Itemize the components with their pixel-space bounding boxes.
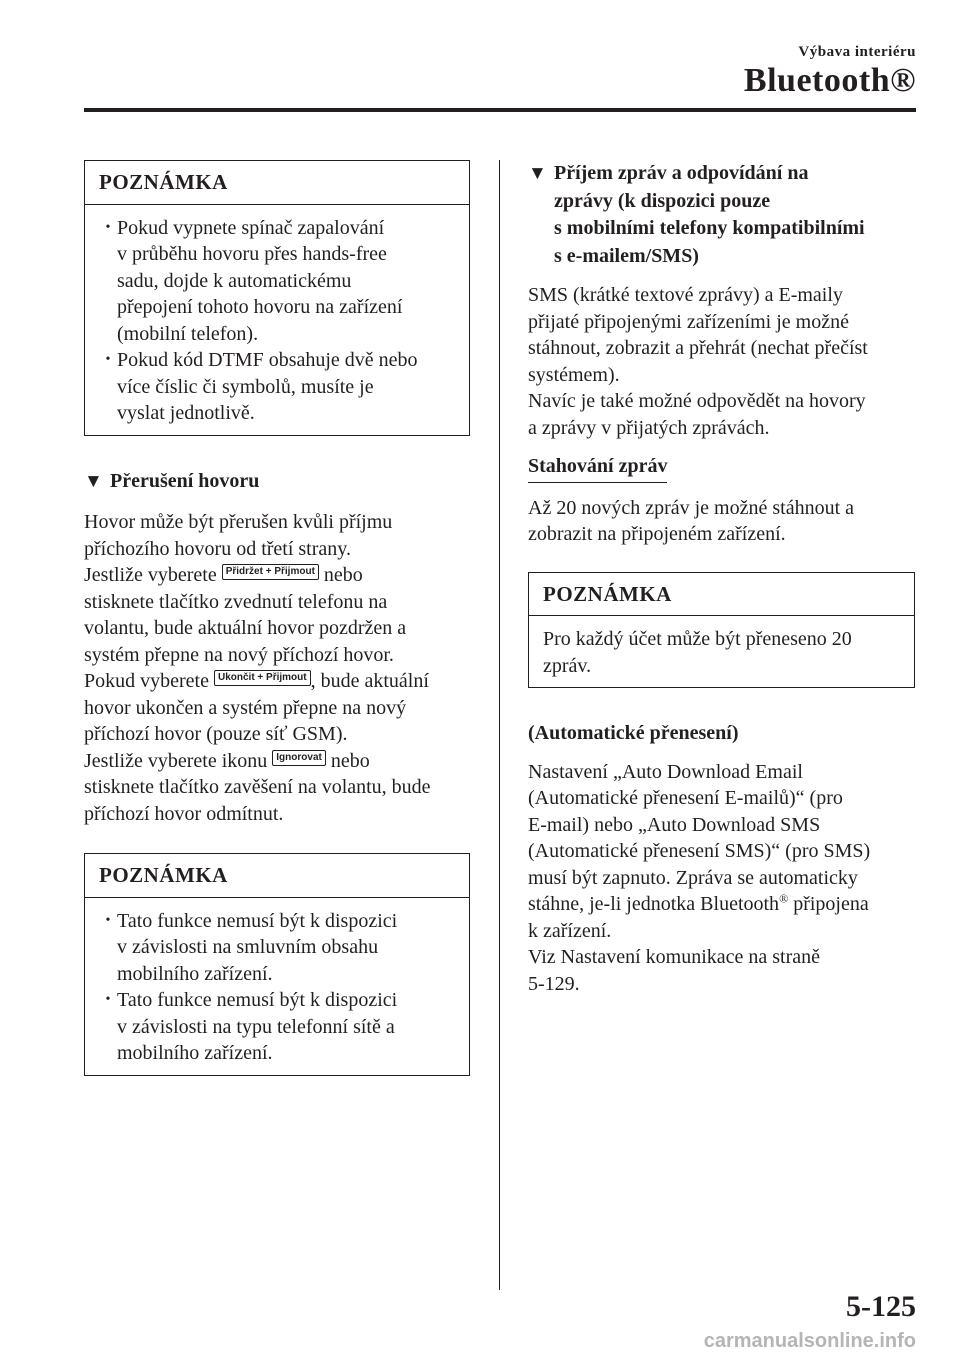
note-bullet — [99, 215, 455, 348]
text-line: systémem). — [528, 363, 620, 386]
text-line: s e-mailem/SMS) — [554, 244, 699, 267]
bullet-dot-icon: • — [105, 352, 111, 367]
text-run: nebo — [325, 749, 370, 772]
text-run: nebo — [318, 564, 363, 586]
section-heading-call-interruption — [84, 468, 470, 496]
text-line — [84, 668, 470, 695]
note-body — [85, 205, 469, 435]
sub-heading: Stahování zpráv — [528, 453, 667, 483]
text-line: Navíc je také možné odpovědět na hovory — [528, 390, 866, 412]
note-bullet — [99, 987, 455, 1067]
text-line — [84, 562, 470, 589]
text-line: zobrazit na připojeném zařízení. — [528, 523, 786, 545]
text-line: mobilního zařízení. — [117, 1042, 273, 1064]
bullet-text — [117, 987, 455, 1067]
text-run: připojena — [788, 893, 869, 915]
download-text — [528, 495, 915, 548]
text-line: volantu, bude aktuální hovor pozdržen a — [84, 617, 407, 639]
text-line: více číslic či symbolů, musíte je — [117, 375, 374, 398]
page-title: Bluetooth® — [743, 62, 916, 99]
call-interruption-paragraph — [84, 509, 470, 827]
text-line: stisknete tlačítko zvednutí telefonu na — [84, 590, 388, 613]
watermark: carmanualsonline.info — [703, 1330, 916, 1352]
cross-reference-page[interactable]: 5-129. — [528, 972, 580, 995]
text-run: , bude aktuální — [310, 670, 429, 692]
section-heading-messages — [528, 160, 915, 270]
text-line: Příjem zpráv a odpovídání na — [554, 162, 809, 184]
text-line: Až 20 nových zpráv je možné stáhnout a — [528, 496, 855, 519]
text-line: systém přepne na nový příchozí hovor. — [84, 643, 394, 666]
hold-accept-button-label: Přidržet + Přijmout — [222, 564, 319, 580]
bullet-dot-icon: • — [105, 992, 111, 1007]
text-line: Tato funkce nemusí být k dispozici — [117, 989, 398, 1011]
text-line — [84, 748, 470, 775]
note-box-1 — [84, 160, 470, 436]
bullet-text — [117, 347, 455, 427]
text-line: Nastavení „Auto Download Email — [528, 760, 803, 783]
triangle-marker-icon: ▼ — [528, 163, 547, 184]
text-line: přepojení tohoto hovoru na zařízení — [117, 296, 403, 318]
note-heading: POZNÁMKA — [85, 854, 469, 898]
text-run: Jestliže vyberete — [84, 564, 222, 586]
text-line: přijaté připojenými zařízeními je možné — [528, 310, 849, 333]
messages-intro — [528, 282, 915, 441]
note-body — [85, 898, 469, 1075]
left-column — [84, 160, 470, 1076]
text-line: (mobilní telefon). — [117, 322, 259, 345]
text-line: k zařízení. — [528, 919, 612, 942]
text-line: Hovor může být přerušen kvůli příjmu — [84, 511, 393, 533]
text-run: Pokud vyberete — [84, 670, 214, 692]
note-heading: POZNÁMKA — [529, 573, 914, 617]
page-number: 5-125 — [846, 1290, 916, 1323]
text-line: v závislosti na typu telefonní sítě a — [117, 1015, 395, 1038]
header-rule — [84, 108, 916, 112]
text-run: Jestliže vyberete ikonu — [84, 749, 273, 772]
ignore-button-label: Ignorovat — [272, 750, 326, 766]
bullet-dot-icon: • — [105, 912, 111, 928]
text-line: E-mail) nebo „Auto Download SMS — [528, 813, 821, 836]
text-line: sadu, dojde k automatickému — [117, 269, 352, 292]
text-line: musí být zapnuto. Zpráva se automaticky — [528, 866, 858, 889]
text-line: příchozí hovor odmítnut. — [84, 802, 284, 825]
section-title: Přerušení hovoru — [110, 469, 260, 492]
column-divider — [499, 160, 500, 1290]
note-bullet — [99, 347, 455, 427]
auto-download-text — [528, 759, 915, 998]
text-line — [528, 891, 915, 918]
text-line: a zprávy v přijatých zprávách. — [528, 416, 770, 439]
text-line: Pokud vypnete spínač zapalování — [117, 216, 385, 239]
note-box-3 — [528, 572, 915, 689]
end-accept-button-label: Ukončit + Přijmout — [214, 670, 311, 686]
text-line: (Automatické přenesení SMS)“ (pro SMS) — [528, 840, 871, 862]
text-line: v závislosti na smluvním obsahu — [117, 936, 379, 958]
bullet-dot-icon: • — [105, 219, 111, 235]
note-bullet — [99, 908, 455, 988]
text-line: stáhnout, zobrazit a přehrát (nechat přečíst — [528, 337, 868, 359]
text-line: stisknete tlačítko zavěšení na volantu, bude — [84, 776, 431, 798]
note-heading: POZNÁMKA — [85, 161, 469, 205]
triangle-marker-icon: ▼ — [84, 470, 103, 492]
auto-download-heading: (Automatické přenesení) — [528, 722, 739, 744]
text-line: Tato funkce nemusí být k dispozici — [117, 909, 398, 932]
bullet-text — [117, 215, 455, 348]
registered-mark: ® — [779, 891, 789, 906]
sub-heading-download — [528, 453, 915, 483]
text-line: v průběhu hovoru přes hands-free — [117, 243, 387, 265]
text-run: stáhne, je-li jednotka Bluetooth — [528, 893, 780, 915]
note-body — [529, 616, 914, 687]
text-line: vyslat jednotlivě. — [117, 402, 255, 424]
text-line: zpráv. — [543, 654, 592, 677]
text-line: s mobilními telefony kompatibilními — [554, 217, 865, 239]
text-line: Pokud kód DTMF obsahuje dvě nebo — [117, 349, 418, 371]
text-line: SMS (krátké textové zprávy) a E-maily — [528, 284, 843, 306]
text-line: příchozí hovor (pouze síť GSM). — [84, 723, 348, 745]
section-title — [554, 160, 865, 270]
text-line: zprávy (k dispozici pouze — [554, 189, 771, 212]
text-line: (Automatické přenesení E-mailů)“ (pro — [528, 787, 843, 809]
right-column — [528, 160, 915, 997]
text-line: mobilního zařízení. — [117, 962, 273, 985]
text-line: Pro každý účet může být přeneseno 20 — [543, 628, 852, 650]
chapter-label: Výbava interiéru — [798, 44, 916, 60]
text-line: příchozího hovoru od třetí strany. — [84, 537, 351, 560]
text-line: hovor ukončen a systém přepne na nový — [84, 696, 407, 719]
bullet-text — [117, 908, 455, 988]
note-box-2 — [84, 853, 470, 1076]
cross-reference[interactable]: Viz Nastavení komunikace na straně — [528, 946, 821, 968]
